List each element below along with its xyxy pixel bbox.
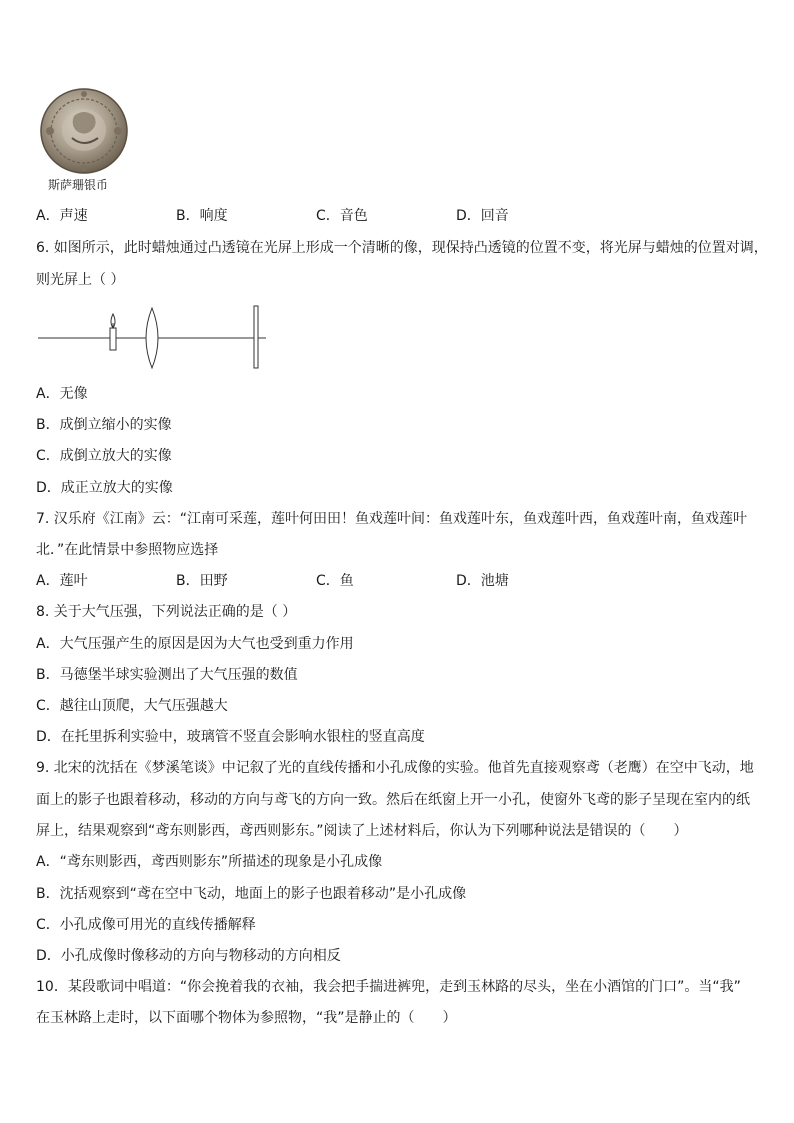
q6-option-c: C．成倒立放大的实像 bbox=[36, 448, 172, 464]
q9-stem-line3: 屏上，结果观察到“鸢东则影西，鸢西则影东。”阅读了上述材料后，你认为下列哪种说法是错误的（ ） bbox=[36, 823, 688, 839]
q8-option-d: D．在托里拆利实验中，玻璃管不竖直会影响水银柱的竖直高度 bbox=[36, 729, 425, 745]
q9-stem-line2: 面上的影子也跟着移动，移动的方向与鸢飞的方向一致。然后在纸窗上开一小孔，使窗外飞鸢的影子呈现在室内的纸 bbox=[36, 792, 750, 808]
q5-option-a: A．声速 bbox=[36, 208, 88, 224]
q10-stem-line2: 在玉林路上走时，以下面哪个物体为参照物，“我”是静止的（ ） bbox=[36, 1010, 457, 1026]
q7-stem-line2: 北．”在此情景中参照物应选择 bbox=[36, 542, 219, 558]
q6-stem-line1: 6. 如图所示，此时蜡烛通过凸透镜在光屏上形成一个清晰的像，现保持凸透镜的位置不变，将光屏与蜡烛的位置对调， bbox=[36, 240, 768, 256]
q5-option-d: D．回音 bbox=[456, 208, 509, 224]
q9-stem-line1: 9. 北宋的沈括在《梦溪笔谈》中记叙了光的直线传播和小孔成像的实验。他首先直接观察鸢（老鹰）在空中飞动，地 bbox=[36, 760, 754, 776]
q7-stem-line1: 7. 汉乐府《江南》云：“江南可采莲，莲叶何田田！鱼戏莲叶间：鱼戏莲叶东，鱼戏莲叶西，鱼戏莲叶南，鱼戏莲叶 bbox=[36, 511, 748, 527]
optics-diagram bbox=[38, 304, 268, 376]
q9-option-c: C．小孔成像可用光的直线传播解释 bbox=[36, 917, 256, 933]
figure-caption: 斯萨珊银币 bbox=[48, 178, 109, 192]
q6-option-d: D．成正立放大的实像 bbox=[36, 480, 173, 496]
q6-option-a: A．无像 bbox=[36, 386, 88, 402]
convex-lens-icon bbox=[146, 308, 158, 368]
q8-option-b: B．马德堡半球实验测出了大气压强的数值 bbox=[36, 667, 298, 683]
candle-icon bbox=[110, 314, 116, 350]
q5-option-c: C．音色 bbox=[316, 208, 368, 224]
q9-option-b: B．沈括观察到“鸢在空中飞动，地面上的影子也跟着移动”是小孔成像 bbox=[36, 886, 467, 902]
coin-image bbox=[38, 86, 130, 176]
q9-option-d: D．小孔成像时像移动的方向与物移动的方向相反 bbox=[36, 948, 341, 964]
q8-stem: 8. 关于大气压强，下列说法正确的是（ ） bbox=[36, 604, 297, 620]
q7-option-a: A．莲叶 bbox=[36, 573, 88, 589]
q7-option-b: B．田野 bbox=[176, 573, 228, 589]
q5-option-b: B．响度 bbox=[176, 208, 228, 224]
screen-icon bbox=[254, 306, 258, 368]
q8-option-c: C．越往山顶爬，大气压强越大 bbox=[36, 698, 228, 714]
q7-option-d: D．池塘 bbox=[456, 573, 509, 589]
q8-option-a: A．大气压强产生的原因是因为大气也受到重力作用 bbox=[36, 636, 354, 652]
q9-option-a: A．“鸢东则影西，鸢西则影东”所描述的现象是小孔成像 bbox=[36, 854, 383, 870]
q6-option-b: B．成倒立缩小的实像 bbox=[36, 417, 172, 433]
q6-stem-line2: 则光屏上（ ） bbox=[36, 272, 125, 288]
q10-stem-line1: 10．某段歌词中唱道：“你会挽着我的衣袖，我会把手揣进裤兜，走到玉林路的尽头，坐在小酒馆的门口”。当“我” bbox=[36, 979, 741, 995]
q7-option-c: C．鱼 bbox=[316, 573, 354, 589]
